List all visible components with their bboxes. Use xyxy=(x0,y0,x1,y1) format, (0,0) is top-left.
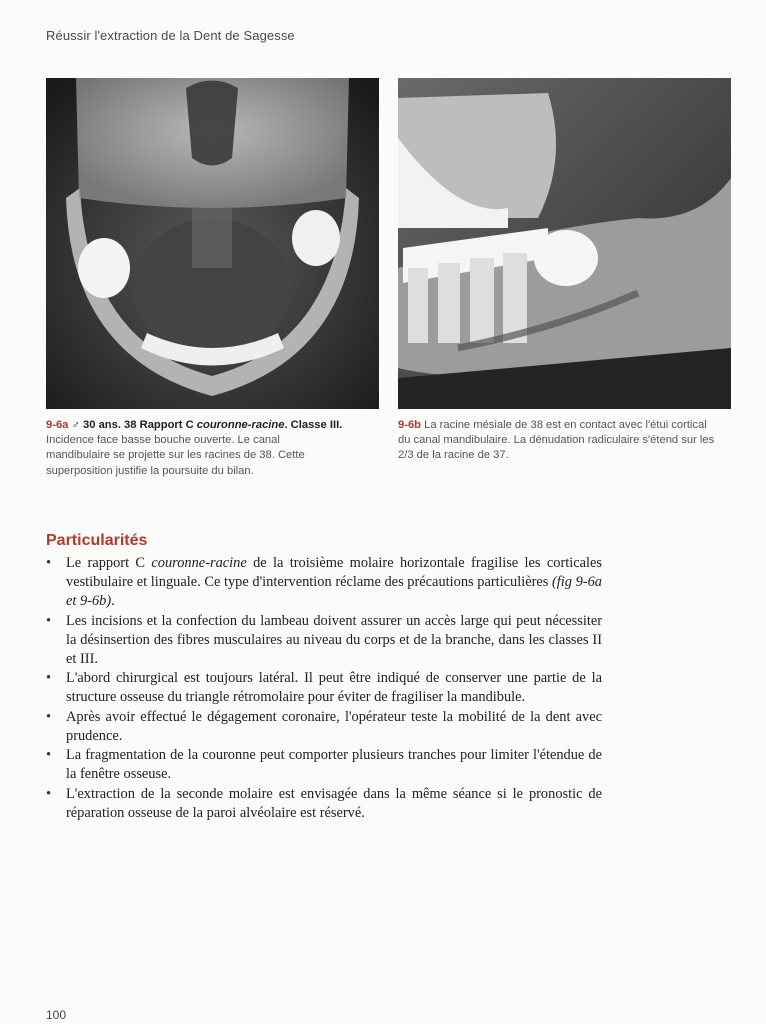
bullet-item: • L'abord chirurgical est toujours latéral. Il peut être indiqué de conserver une partie de la structure osseuse du triangle rétromolaire pour éviter de fragiliser la mandibule. xyxy=(46,669,602,707)
caption-text-9-6b: La racine mésiale de 38 est en contact avec l'étui cortical du canal mandibulaire. La dénudation radiculaire s'étend sur les 2/3 de la racine de 37. xyxy=(398,419,715,462)
bullet-item: • L'extraction de la seconde molaire est envisagée dans la même séance si le pronostic de réparation osseuse de la paroi alvéolaire est réservé. xyxy=(46,785,602,823)
caption-9-6a xyxy=(46,418,346,479)
bullet-item: • La fragmentation de la couronne peut comporter plusieurs tranches pour limiter l'étendue de la fenêtre osseuse. xyxy=(46,746,602,784)
bullet-item: • Après avoir effectué le dégagement coronaire, l'opérateur teste la mobilité de la dent avec prudence. xyxy=(46,708,602,746)
page-number: 100 xyxy=(46,1008,67,1022)
xray-figure-9-6a xyxy=(46,78,379,409)
bullet-list xyxy=(46,554,602,823)
running-head: Réussir l'extraction de la Dent de Sagesse xyxy=(46,28,295,43)
section-title: Particularités xyxy=(46,532,148,549)
caption-text-9-6a: Incidence face basse bouche ouverte. Le canal mandibulaire se projette sur les racines de 38. Cette superposition justifie la poursuite du bilan. xyxy=(46,434,305,477)
bullet-item: • Le rapport C couronne-racine de la troisième molaire horizontale fragilise les corticales vestibulaire et linguale. Ce type d'intervention réclame des précautions particulières (fig 9-6a et 9-6b). xyxy=(46,554,602,611)
caption-9-6b xyxy=(398,418,718,464)
caption-lead-9-6a: ♂ 30 ans. 38 Rapport C couronne-racine. Classe III. xyxy=(71,419,343,431)
figure-label-9-6a: 9-6a xyxy=(46,419,69,431)
figure-label-9-6b: 9-6b xyxy=(398,419,422,431)
bullet-item: • Les incisions et la confection du lambeau doivent assurer un accès large qui peut nécessiter la désinsertion des fibres musculaires au niveau du corps et de la branche, dans les classes II et III. xyxy=(46,612,602,669)
xray-figure-9-6b xyxy=(398,78,731,409)
